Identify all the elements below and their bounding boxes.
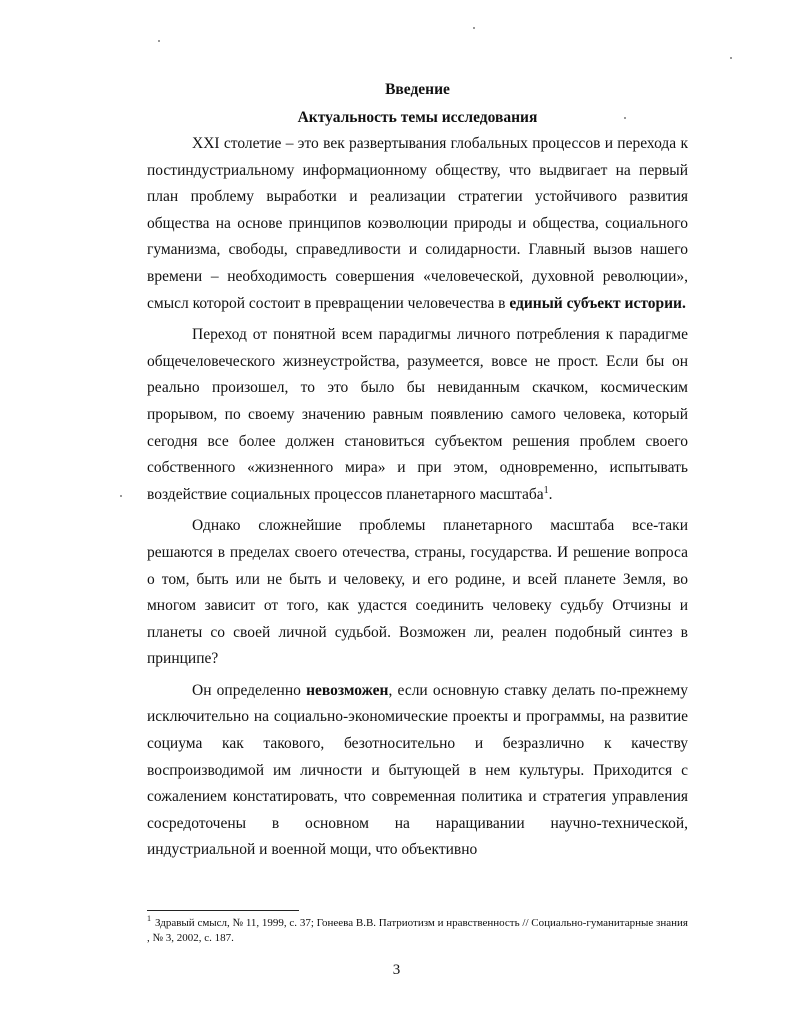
document-body: [147, 80, 688, 864]
footnote-marker: 1: [147, 914, 151, 924]
paragraph-3: [147, 513, 688, 673]
paragraph-text: Он определенно: [192, 681, 307, 699]
paragraph-2: [147, 322, 688, 508]
bold-phrase: единый субъект истории.: [509, 294, 686, 312]
footnote-reference[interactable]: 1: [543, 484, 549, 496]
scan-speck: [120, 495, 122, 497]
bold-word: невозможен: [306, 681, 389, 699]
paragraph-text-end: .: [548, 485, 553, 503]
paragraph-text-continued: , если основную ставку делать по-прежнему исключительно на социально-экономические проекты и программы, на развитие социума как такового, безотносительно и безразлично к качеству воспроизводимой им личности и бытующей в нем культуры. Приходится с сожалением констатировать, что современная политика и стратегия управления сосредоточены в основном на наращивании научно-технической, индустриальной и военной мощи, что объективно: [147, 681, 688, 859]
page-number: 3: [392, 962, 401, 978]
paragraph-text: Переход от понятной всем парадигмы личного потребления к парадигме общечеловеческого жизнеустройства, разумеется, вовсе не прост. Если бы он реально произошел, то это было бы невиданным скачком, космическим прорывом, по своему значению равным появлению самого человека, который сегодня все более должен становиться субъектом решения проблем своего собственного «жизненного мира» и при этом, одновременно, испытывать воздействие социальных процессов планетарного масштаба: [147, 326, 688, 503]
page-title: Введение: [385, 81, 450, 98]
footnote: [147, 916, 688, 946]
scan-speck: [730, 57, 732, 59]
scan-speck: [158, 40, 160, 42]
paragraph-4: [147, 678, 688, 864]
paragraph-1: [147, 131, 688, 317]
section-heading: Актуальность темы исследования: [297, 109, 538, 126]
footnote-divider: [147, 910, 299, 911]
paragraph-text: Однако сложнейшие проблемы планетарного масштаба все-таки решаются в пределах своего отечества, страны, государства. И решение вопроса о том, быть или не быть и человеку, и его родине, и всей планете Земля, во многом зависит от того, как удастся соединить человеку судьбу Отчизны и планеты со своей личной судьбой. Возможен ли, реален подобный синтез в принципе?: [147, 517, 688, 668]
footnote-text: Здравый смысл, № 11, 1999, с. 37; Гонеева В.В. Патриотизм и нравственность // Социально-гуманитарные знания , № 3, 2002, с. 187.: [147, 917, 688, 944]
scan-speck: [473, 27, 475, 29]
paragraph-text: XXI столетие – это век развертывания глобальных процессов и перехода к постиндустриальному информационному обществу, что выдвигает на первый план проблему выработки и реализации стратегии устойчивого развития общества на основе принципов коэволюции природы и общества, социального гуманизма, свободы, справедливости и солидарности. Главный вызов нашего времени – необходимость совершения «человеческой, духовной революции», смысл которой состоит в превращении человечества в: [147, 135, 688, 312]
